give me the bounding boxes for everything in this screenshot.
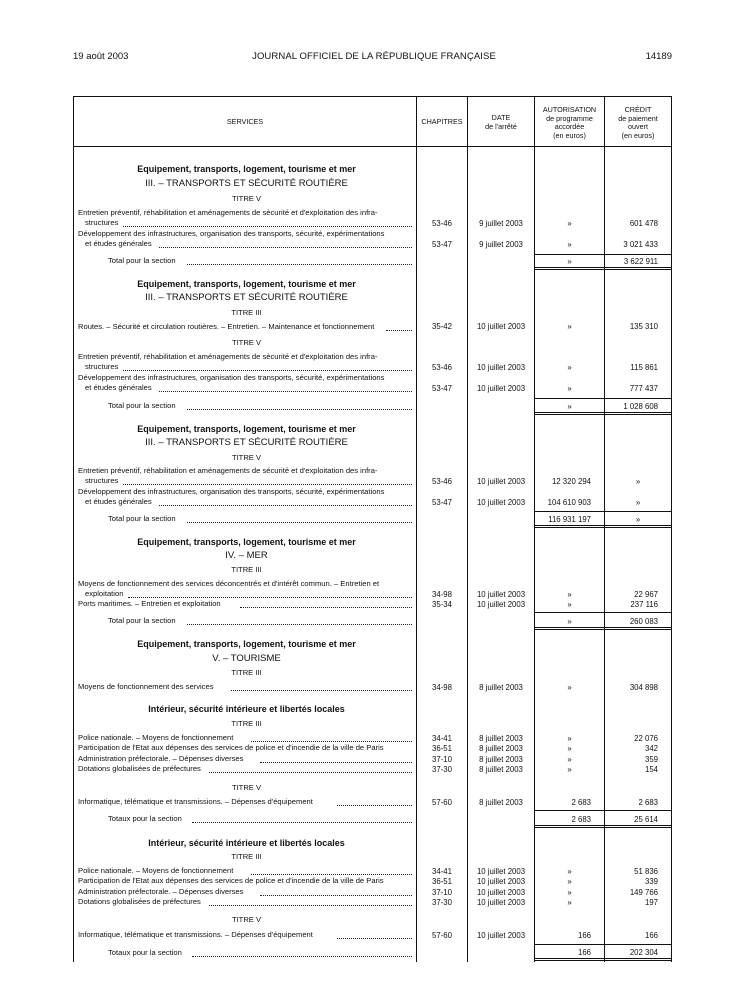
credit-value: »	[635, 498, 641, 507]
row-label: Entretien préventif, réhabilitation et aménagements de sécurité et d'exploitation des infra-	[78, 352, 378, 361]
total-autorisation: 2 683	[571, 815, 591, 824]
autorisation-value: »	[567, 898, 572, 907]
credit-value: 304 898	[629, 683, 658, 692]
autorisation-value: »	[567, 363, 572, 372]
row-label: Dotations globalisées de préfectures	[78, 764, 201, 773]
credit-value: 115 861	[630, 363, 658, 372]
col-head-cp-l1: CRÉDIT	[624, 105, 652, 114]
col-head-ap-l1: AUTORISATION	[542, 105, 597, 114]
autorisation-value: »	[567, 877, 572, 886]
section-total-label: Total pour la section	[108, 514, 176, 523]
credit-value: 154	[644, 765, 658, 774]
total-credit: 260 083	[629, 617, 658, 626]
total-autorisation: 116 931 197	[548, 515, 591, 524]
autorisation-value: »	[567, 240, 572, 249]
total-credit: 25 614	[634, 815, 658, 824]
arrete-date: 10 juillet 2003	[476, 931, 526, 940]
credit-value: 601 478	[629, 219, 658, 228]
autorisation-value: »	[567, 600, 572, 609]
col-head-date-l1: DATE	[491, 113, 511, 122]
chapitre: 37-10	[432, 888, 452, 897]
chapitre: 53-47	[432, 240, 452, 249]
arrete-date: 8 juillet 2003	[479, 765, 523, 774]
autorisation-value: 2 683	[571, 798, 591, 807]
section-title: III. – TRANSPORTS ET SÉCURITÉ ROUTIÈRE	[145, 437, 348, 448]
autorisation-value: »	[567, 384, 572, 393]
section-title: III. – TRANSPORTS ET SÉCURITÉ ROUTIÈRE	[145, 292, 348, 303]
arrete-date: 8 juillet 2003	[479, 683, 523, 692]
credit-value: 135 310	[629, 322, 658, 331]
arrete-date: 8 juillet 2003	[479, 755, 523, 764]
row-label-cont: exploitation	[85, 589, 124, 598]
credit-value: 777 437	[629, 384, 658, 393]
titre-heading: TITRE III	[231, 719, 262, 728]
row-label-cont: structures	[85, 362, 119, 371]
autorisation-value: »	[567, 683, 572, 692]
row-label: Police nationale. – Moyens de fonctionnement	[78, 866, 234, 875]
autorisation-value: »	[567, 744, 572, 753]
chapitre: 53-46	[432, 477, 452, 486]
row-label: Informatique, télématique et transmissions. – Dépenses d'équipement	[78, 797, 313, 806]
arrete-date: 10 juillet 2003	[476, 322, 526, 331]
ministry-title: Equipement, transports, logement, tourisme et mer	[137, 164, 356, 174]
row-label: Entretien préventif, réhabilitation et aménagements de sécurité et d'exploitation des infra-	[78, 208, 378, 217]
page-number: 14189	[645, 51, 672, 62]
col-head-credit	[605, 106, 671, 140]
autorisation-value: »	[567, 322, 572, 331]
row-label: Ports maritimes. – Entretien et exploitation	[78, 599, 221, 608]
titre-heading: TITRE V	[231, 783, 262, 792]
titre-heading: TITRE III	[231, 308, 262, 317]
ministry-title: Equipement, transports, logement, tourisme et mer	[137, 537, 356, 547]
row-label: Dotations globalisées de préfectures	[78, 897, 201, 906]
total-autorisation: »	[567, 402, 572, 411]
row-label-cont: structures	[85, 476, 119, 485]
chapitre: 37-30	[432, 898, 452, 907]
chapitre: 34-98	[432, 683, 452, 692]
row-label-cont: et études générales	[85, 497, 152, 506]
credit-value: 359	[644, 755, 658, 764]
col-head-date	[468, 114, 534, 131]
arrete-date: 10 juillet 2003	[476, 363, 526, 372]
arrete-date: 10 juillet 2003	[476, 590, 526, 599]
arrete-date: 10 juillet 2003	[476, 600, 526, 609]
credit-value: 149 766	[629, 888, 658, 897]
credit-value: 51 836	[634, 867, 658, 876]
ministry-title: Intérieur, sécurité intérieure et libertés locales	[148, 838, 345, 848]
arrete-date: 9 juillet 2003	[479, 240, 523, 249]
autorisation-value: »	[567, 765, 572, 774]
credit-value: 197	[644, 898, 658, 907]
chapitre: 53-46	[432, 363, 452, 372]
autorisation-value: 166	[577, 931, 591, 940]
credit-value: 3 021 433	[623, 240, 658, 249]
total-autorisation: 166	[577, 948, 591, 957]
titre-heading: TITRE V	[231, 915, 262, 924]
credit-value: 2 683	[638, 798, 658, 807]
section-total-label: Totaux pour la section	[108, 814, 182, 823]
ministry-title: Equipement, transports, logement, tourisme et mer	[137, 639, 356, 649]
credit-value: 22 967	[634, 590, 658, 599]
chapitre: 53-47	[432, 498, 452, 507]
arrete-date: 8 juillet 2003	[479, 798, 523, 807]
credit-value: 237 116	[630, 600, 658, 609]
chapitre: 53-47	[432, 384, 452, 393]
row-label: Routes. – Sécurité et circulation routières. – Entretien. – Maintenance et fonctionnement	[78, 322, 375, 331]
row-label: Développement des infrastructures, organisation des transports, sécurité, expérimentations	[78, 487, 385, 496]
chapitre: 37-10	[432, 755, 452, 764]
row-label: Participation de l'Etat aux dépenses des services de police et d'incendie de la ville de Paris	[78, 876, 384, 885]
autorisation-value: 104 610 903	[547, 498, 591, 507]
autorisation-value: »	[567, 590, 572, 599]
credit-value: 22 076	[634, 734, 658, 743]
total-credit: »	[635, 515, 641, 524]
total-credit: 1 028 608	[623, 402, 658, 411]
col-head-cp-l4: (en euros)	[621, 130, 655, 140]
credit-value: 339	[644, 877, 658, 886]
titre-heading: TITRE III	[231, 668, 262, 677]
titre-heading: TITRE III	[231, 852, 262, 861]
journal-title: JOURNAL OFFICIEL DE LA RÉPUBLIQUE FRANÇAISE	[252, 51, 496, 62]
titre-heading: TITRE III	[231, 565, 262, 574]
chapitre: 34-41	[432, 867, 452, 876]
row-label-cont: structures	[85, 218, 119, 227]
col-head-ap-l2: de programme	[546, 113, 593, 123]
header-date: 19 août 2003	[73, 51, 129, 62]
col-head-services: SERVICES	[226, 117, 264, 126]
chapitre: 36-51	[432, 744, 452, 753]
chapitre: 35-34	[432, 600, 452, 609]
ministry-title: Equipement, transports, logement, tourisme et mer	[137, 279, 356, 289]
row-label: Moyens de fonctionnement des services	[78, 682, 214, 691]
arrete-date: 10 juillet 2003	[476, 867, 526, 876]
col-head-chapitres: CHAPITRES	[421, 117, 463, 126]
chapitre: 35-42	[432, 322, 452, 331]
col-head-date-l2: de l'arrêté	[485, 121, 517, 131]
row-label: Administration préfectorale. – Dépenses diverses	[78, 754, 244, 763]
titre-heading: TITRE V	[231, 453, 262, 462]
col-head-autorisation	[535, 106, 604, 140]
chapitre: 37-30	[432, 765, 452, 774]
chapitre: 36-51	[432, 877, 452, 886]
row-label: Police nationale. – Moyens de fonctionnement	[78, 733, 234, 742]
credit-value: »	[635, 477, 641, 486]
row-label: Administration préfectorale. – Dépenses diverses	[78, 887, 244, 896]
total-autorisation: »	[567, 617, 572, 626]
chapitre: 57-60	[432, 798, 452, 807]
autorisation-value: »	[567, 867, 572, 876]
row-label: Entretien préventif, réhabilitation et aménagements de sécurité et d'exploitation des infra-	[78, 466, 378, 475]
total-autorisation: »	[567, 257, 572, 266]
autorisation-value: »	[567, 734, 572, 743]
total-credit: 3 622 911	[623, 257, 658, 266]
arrete-date: 8 juillet 2003	[479, 734, 523, 743]
chapitre: 57-60	[432, 931, 452, 940]
col-head-ap-l4: (en euros)	[553, 130, 586, 140]
arrete-date: 10 juillet 2003	[476, 898, 526, 907]
row-label-cont: et études générales	[85, 239, 152, 248]
section-total-label: Total pour la section	[108, 256, 176, 265]
titre-heading: TITRE V	[231, 194, 262, 203]
chapitre: 34-98	[432, 590, 452, 599]
col-head-ap-l3: accordée	[554, 122, 585, 132]
ministry-title: Intérieur, sécurité intérieure et libertés locales	[148, 704, 345, 714]
row-label-cont: et études générales	[85, 383, 152, 392]
total-credit: 202 304	[629, 948, 658, 957]
arrete-date: 10 juillet 2003	[476, 877, 526, 886]
credit-value: 342	[644, 744, 658, 753]
section-total-label: Totaux pour la section	[108, 948, 182, 957]
autorisation-value: »	[567, 219, 572, 228]
section-title: V. – TOURISME	[212, 653, 281, 664]
chapitre: 53-46	[432, 219, 452, 228]
arrete-date: 10 juillet 2003	[476, 888, 526, 897]
arrete-date: 10 juillet 2003	[476, 498, 526, 507]
row-label: Développement des infrastructures, organisation des transports, sécurité, expérimentations	[78, 373, 385, 382]
arrete-date: 10 juillet 2003	[476, 384, 526, 393]
arrete-date: 10 juillet 2003	[476, 477, 526, 486]
section-title: III. – TRANSPORTS ET SÉCURITÉ ROUTIÈRE	[145, 178, 348, 189]
chapitre: 34-41	[432, 734, 452, 743]
col-head-cp-l3: ouvert	[628, 122, 648, 132]
autorisation-value: »	[567, 755, 572, 764]
section-total-label: Total pour la section	[108, 401, 176, 410]
section-total-label: Total pour la section	[108, 616, 176, 625]
section-title: IV. – MER	[225, 550, 268, 561]
ministry-title: Equipement, transports, logement, tourisme et mer	[137, 424, 356, 434]
row-label: Participation de l'Etat aux dépenses des services de police et d'incendie de la ville de Paris	[78, 743, 384, 752]
arrete-date: 9 juillet 2003	[479, 219, 523, 228]
autorisation-value: »	[567, 888, 572, 897]
row-label: Moyens de fonctionnement des services déconcentrés et d'intérêt commun. – Entretien et	[78, 579, 380, 588]
titre-heading: TITRE V	[231, 338, 262, 347]
row-label: Développement des infrastructures, organisation des transports, sécurité, expérimentations	[78, 229, 385, 238]
row-label: Informatique, télématique et transmissions. – Dépenses d'équipement	[78, 930, 313, 939]
col-head-cp-l2: de paiement	[618, 113, 658, 123]
arrete-date: 8 juillet 2003	[479, 744, 523, 753]
credit-value: 166	[644, 931, 658, 940]
autorisation-value: 12 320 294	[551, 477, 591, 486]
